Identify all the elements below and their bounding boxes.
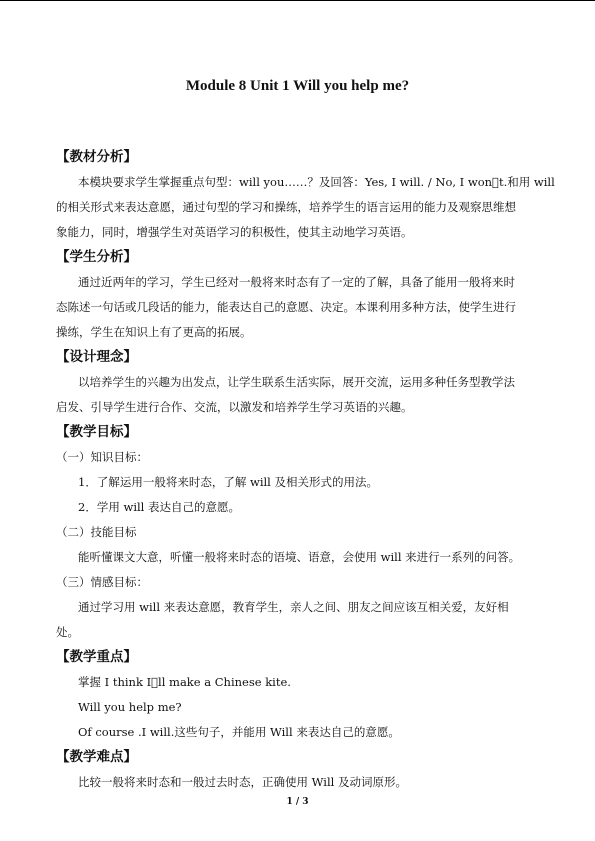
section-heading-difficulties: 【教学难点】 — [56, 749, 137, 765]
section-heading-key-points: 【教学重点】 — [56, 649, 137, 665]
section-heading-students: 【学生分析】 — [56, 249, 137, 265]
key-points-line-3: Of course .I will.这些句子，并能用 Will 来表达自己的意愿。 — [78, 725, 400, 739]
goals-emotion-label: （三）情感目标： — [56, 575, 148, 589]
section-heading-textbook: 【教材分析】 — [56, 149, 137, 165]
goals-knowledge-item-2: 2．学用 will 表达自己的意愿。 — [78, 500, 241, 514]
concept-line-2: 启发、引导学生进行合作、交流，以激发和培养学生学习英语的兴趣。 — [56, 400, 413, 414]
concept-line-1: 以培养学生的兴趣为出发点，让学生联系生活实际，展开交流，运用多种任务型教学法 — [78, 375, 515, 389]
section-heading-concept: 【设计理念】 — [56, 349, 137, 365]
students-line-3: 操练，学生在知识上有了更高的拓展。 — [56, 325, 252, 339]
textbook-line-1: 本模块要求学生掌握重点句型：will you……？及回答：Yes, I will. / No, I won t.和用 will — [78, 175, 555, 189]
page-title: Module 8 Unit 1 Will you help me? — [185, 78, 410, 94]
key-points-line-1: 掌握 I think I ll make a Chinese kite. — [78, 675, 291, 689]
header-rule — [0, 0, 595, 1]
section-heading-goals: 【教学目标】 — [56, 424, 137, 440]
textbook-line-3: 象能力，同时，增强学生对英语学习的积极性，使其主动地学习英语。 — [56, 225, 413, 239]
page-number: 1 / 3 — [286, 797, 309, 807]
goals-emotion-line-2: 处。 — [56, 625, 79, 639]
goals-skill-text: 能听懂课文大意，听懂一般将来时态的语境、语意，会使用 will 来进行一系列的问答。 — [78, 550, 521, 564]
goals-knowledge-label: （一）知识目标： — [56, 450, 148, 464]
goals-knowledge-item-1: 1．了解运用一般将来时态，了解 will 及相关形式的用法。 — [78, 475, 379, 489]
goals-emotion-line-1: 通过学习用 will 来表达意愿，教育学生，亲人之间、朋友之间应该互相关爱，友好相 — [78, 600, 509, 614]
difficulties-line-1: 比较一般将来时态和一般过去时态，正确使用 Will 及动词原形。 — [78, 775, 407, 789]
textbook-line-2: 的相关形式来表达意愿，通过句型的学习和操练，培养学生的语言运用的能力及观察思维想 — [56, 200, 516, 214]
students-line-2: 态陈述一句话或几段话的能力，能表达自己的意愿、决定。本课利用多种方法，使学生进行 — [56, 300, 516, 314]
goals-skill-label: （二）技能目标 — [56, 525, 137, 539]
key-points-line-2: Will you help me? — [78, 700, 182, 714]
students-line-1: 通过近两年的学习，学生已经对一般将来时态有了一定的了解，具备了能用一般将来时 — [78, 275, 515, 289]
